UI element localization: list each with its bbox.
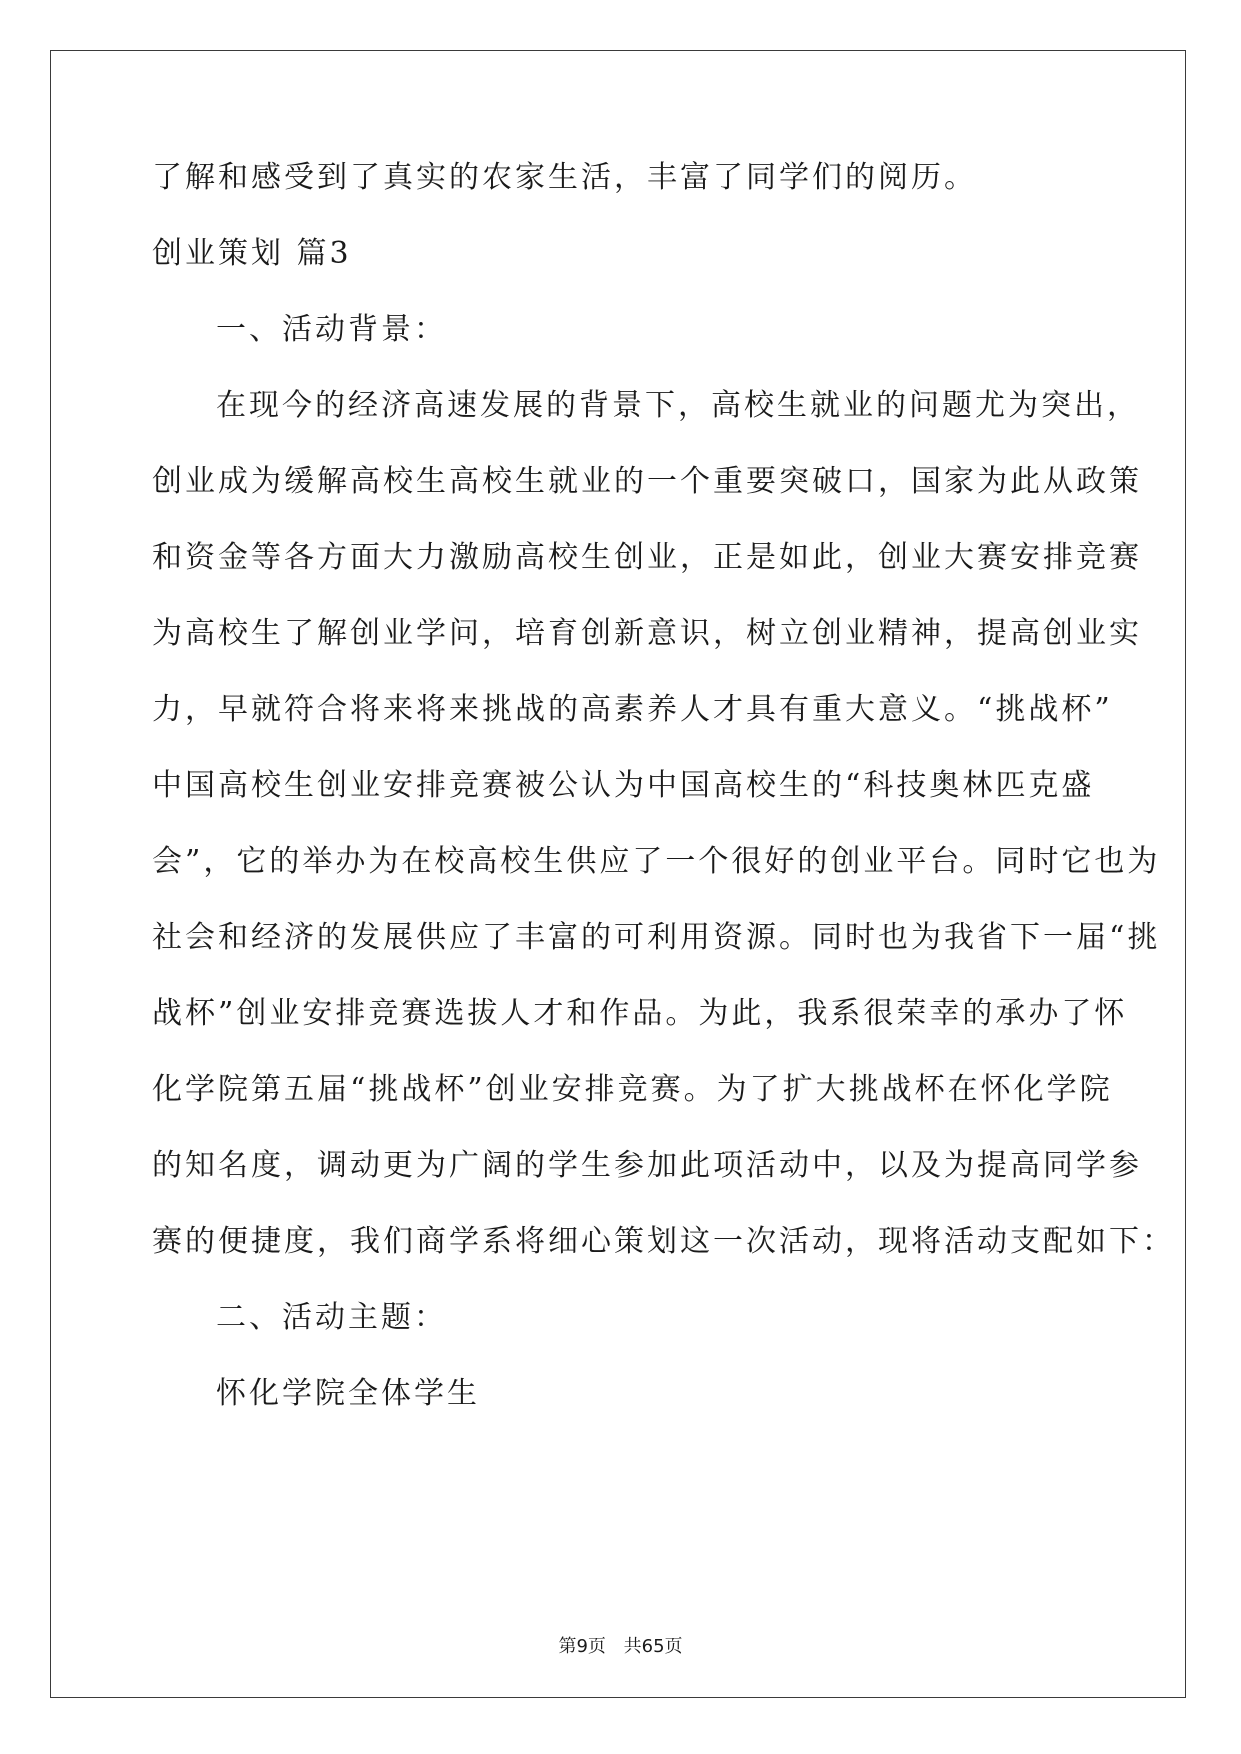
body-line: 和资金等各方面大力激励高校生创业，正是如此，创业大赛安排竞赛 (152, 540, 1142, 575)
body-line: 战杯”创业安排竞赛选拔人才和作品。为此，我系很荣幸的承办了怀 (152, 996, 1128, 1031)
subsection-heading: 二、活动主题： (216, 1300, 447, 1335)
body-line: 中国高校生创业安排竞赛被公认为中国高校生的“科技奥林匹克盛 (152, 768, 1095, 803)
body-line: 的知名度，调动更为广阔的学生参加此项活动中，以及为提高同学参 (152, 1148, 1142, 1183)
section-heading: 创业策划 篇3 (152, 236, 352, 271)
document-body (152, 140, 1175, 1432)
body-line: 了解和感受到了真实的农家生活，丰富了同学们的阅历。 (152, 160, 977, 195)
subsection-heading: 一、活动背景： (216, 312, 447, 347)
body-line: 怀化学院全体学生 (216, 1376, 480, 1411)
body-line: 社会和经济的发展供应了丰富的可利用资源。同时也为我省下一届“挑 (152, 920, 1161, 955)
page-number: 第9页 (558, 1636, 606, 1657)
page-footer (0, 1632, 1241, 1658)
body-line: 会”，它的举办为在校高校生供应了一个很好的创业平台。同时它也为 (152, 844, 1161, 879)
body-line: 在现今的经济高速发展的背景下，高校生就业的问题尤为突出， (216, 388, 1140, 423)
body-line: 创业成为缓解高校生高校生就业的一个重要突破口，国家为此从政策 (152, 464, 1142, 499)
body-line: 化学院第五届“挑战杯”创业安排竞赛。为了扩大挑战杯在怀化学院 (152, 1072, 1113, 1107)
body-line: 力，早就符合将来将来挑战的高素养人才具有重大意义。“挑战杯” (152, 692, 1113, 727)
page-total: 共65页 (623, 1636, 683, 1657)
body-line: 为高校生了解创业学问，培育创新意识，树立创业精神，提高创业实 (152, 616, 1142, 651)
body-line: 赛的便捷度，我们商学系将细心策划这一次活动，现将活动支配如下： (152, 1224, 1175, 1259)
